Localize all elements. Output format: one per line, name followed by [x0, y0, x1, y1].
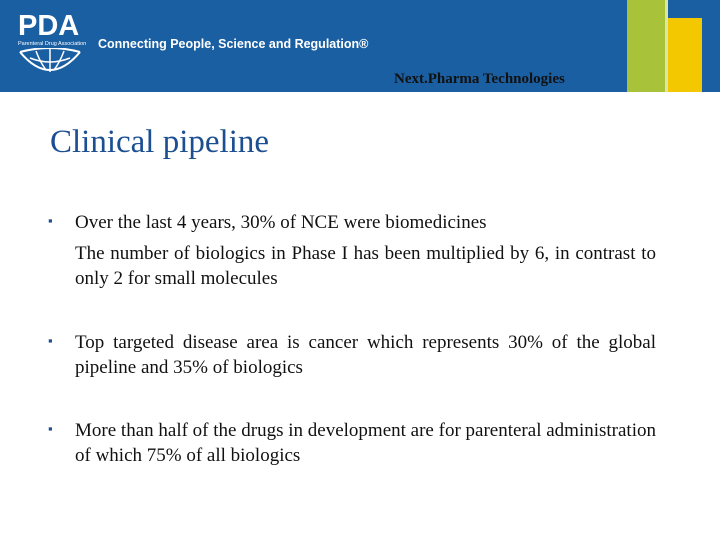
bullet-item [48, 210, 656, 291]
bullet-text: More than half of the drugs in development are for parenteral administration of which 75% of all biologics [75, 420, 656, 466]
bullet-text: The number of biologics in Phase I has been multiplied by 6, in contrast to only 2 for small molecules [75, 243, 656, 289]
slide-title: Clinical pipeline [50, 124, 270, 160]
tagline: Connecting People, Science and Regulation® [98, 37, 369, 51]
bullet-item [48, 418, 656, 468]
pda-logo: PDA [18, 10, 80, 42]
bullet-list [48, 210, 656, 468]
bullet-text: Over the last 4 years, 30% of NCE were biomedicines [75, 212, 487, 233]
yellow-stripe [668, 18, 702, 92]
square-bullet-icon: ▪ [48, 213, 53, 228]
company-name: Next.Pharma Technologies [394, 71, 565, 87]
pda-logo-subtitle: Parenteral Drug Association [18, 41, 87, 47]
bullet-text: Top targeted disease area is cancer which represents 30% of the global pipeline and 35% of biologics [75, 332, 656, 378]
globe-icon [18, 48, 82, 76]
bullet-item [48, 330, 656, 380]
green-stripe [627, 0, 665, 92]
square-bullet-icon: ▪ [48, 421, 53, 436]
square-bullet-icon: ▪ [48, 333, 53, 348]
